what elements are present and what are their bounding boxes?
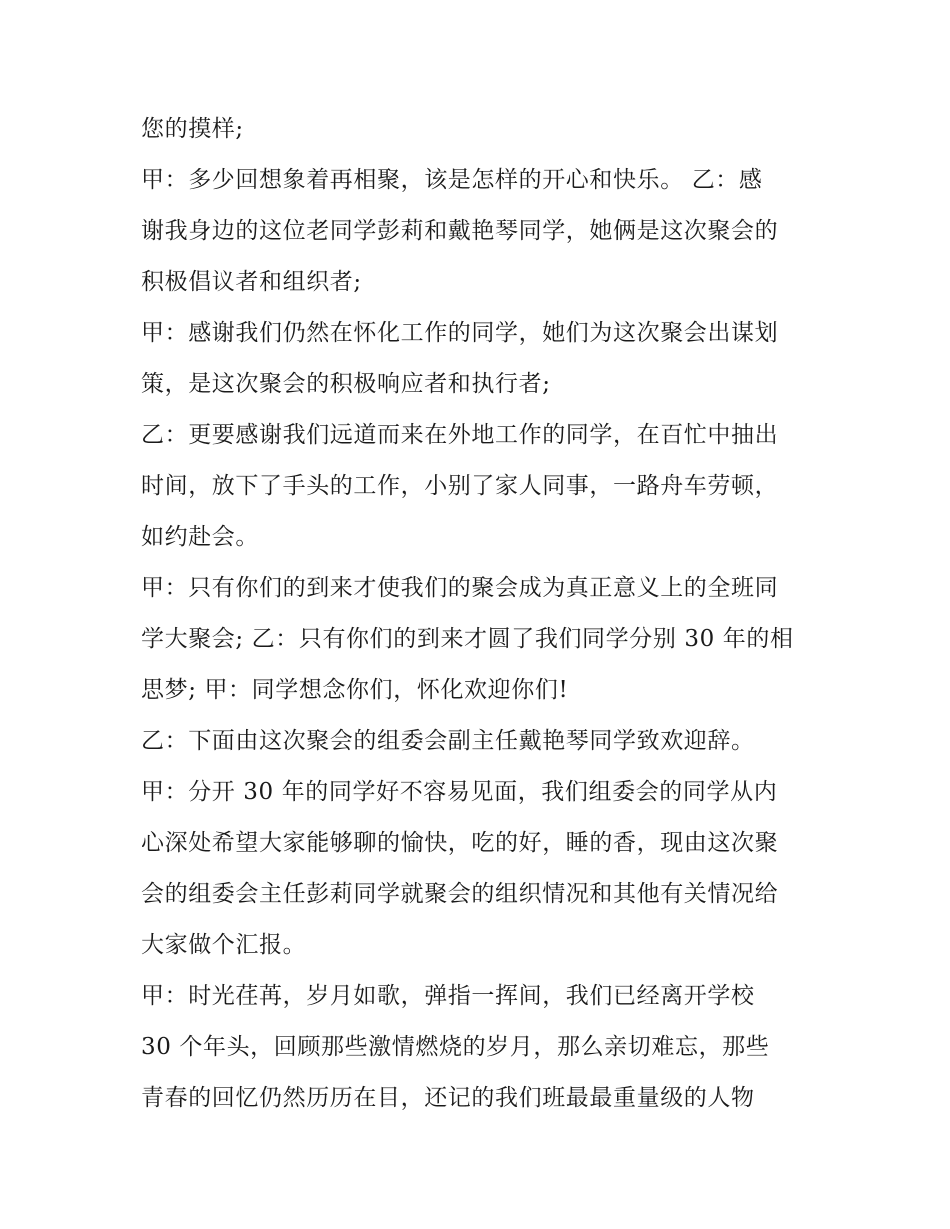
text-line: 策，是这次聚会的积极响应者和执行者;	[141, 371, 551, 397]
text-line: 谢我身边的这位老同学彭莉和戴艳琴同学，她俩是这次聚会的	[141, 218, 779, 244]
text-line: 甲：多少回想象着再相聚，该是怎样的开心和快乐。 乙：感	[141, 167, 763, 193]
text-line: 如约赴会。	[141, 524, 259, 550]
text-line: 大家做个汇报。	[141, 932, 307, 958]
document-body	[141, 104, 821, 1124]
text-line: 您的摸样;	[141, 116, 244, 142]
text-line: 心深处希望大家能够聊的愉快，吃的好，睡的香，现由这次聚	[141, 830, 779, 856]
text-line: 乙：下面由这次聚会的组委会副主任戴艳琴同学致欢迎辞。	[141, 728, 755, 754]
text-line: 乙：更要感谢我们远道而来在外地工作的同学，在百忙中抽出	[141, 422, 779, 448]
text-line: 时间，放下了手头的工作，小别了家人同事，一路舟车劳顿，	[141, 473, 779, 499]
text-line: 积极倡议者和组织者;	[141, 269, 362, 295]
text-line: 会的组委会主任彭莉同学就聚会的组织情况和其他有关情况给	[141, 881, 779, 907]
text-line: 甲：感谢我们仍然在怀化工作的同学，她们为这次聚会出谋划	[141, 320, 779, 346]
text-line: 学大聚会; 乙：只有你们的到来才圆了我们同学分别 30 年的相	[141, 626, 794, 652]
text-line: 甲：时光荏苒，岁月如歌，弹指一挥间，我们已经离开学校	[141, 983, 755, 1009]
text-line: 30 个年头，回顾那些激情燃烧的岁月，那么亲切难忘，那些	[141, 1034, 770, 1060]
text-line: 甲：只有你们的到来才使我们的聚会成为真正意义上的全班同	[141, 575, 779, 601]
text-line: 青春的回忆仍然历历在目，还记的我们班最最重量级的人物	[141, 1085, 755, 1111]
text-line: 甲：分开 30 年的同学好不容易见面，我们组委会的同学从内	[141, 779, 778, 805]
text-line: 思梦; 甲：同学想念你们，怀化欢迎你们!	[141, 677, 569, 703]
